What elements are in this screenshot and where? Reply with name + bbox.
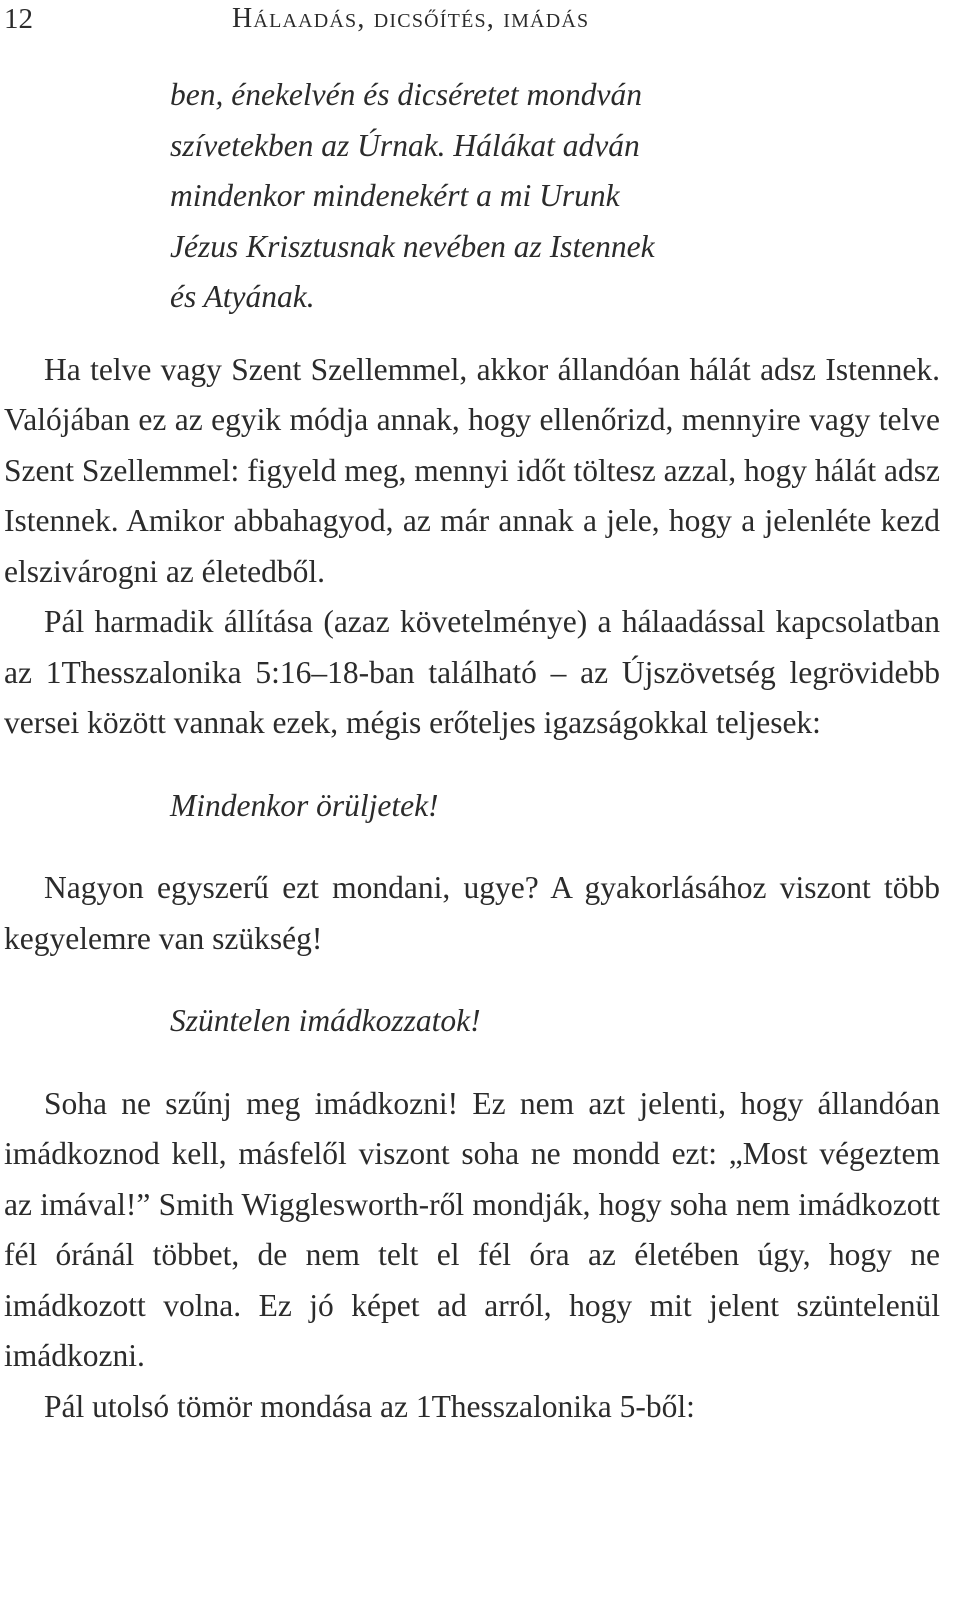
paragraph-paul-third-statement: Pál harmadik állítása (azaz követelménye) a hálaadással kapcsolatban az 1Thesszalonika 5:16–18-ban található – az Újszövetség legrövidebb versei között vannak ezek, mégis erőteljes igazságokkal teljesek: [4, 604, 940, 740]
page-header [4, 0, 944, 40]
paragraph-simple: Nagyon egyszerű ezt mondani, ugye? A gyakorlásához viszont több kegyelemre van szükség! [4, 870, 940, 956]
spacer [4, 964, 940, 996]
quote-line: ben, énekelvén és dicséretet mondván [170, 77, 642, 112]
scripture-quote [170, 70, 790, 323]
spacer [4, 1047, 940, 1079]
running-title: Hálaadás, dicsőítés, imádás [232, 3, 590, 34]
verse-rejoice: Mindenkor örüljetek! [170, 787, 439, 823]
page-number: 12 [4, 3, 33, 35]
paragraph-holy-spirit: Ha telve vagy Szent Szellemmel, akkor állandóan hálát adsz Istennek. Valójában ez az egyik módja annak, hogy ellenőrizd, mennyire vagy telve Szent Szellemmel: figyeld meg, mennyi időt töltesz azzal, hogy hálát adsz Istennek. Amikor abbahagyod, az már annak a jele, hogy a jelenléte kezd elszivárogni az életedből. [4, 351, 940, 589]
verse-pray: Szüntelen imádkozzatok! [170, 1003, 481, 1038]
paragraph-last-saying: Pál utolsó tömör mondása az 1Thesszalonika 5-ből: [44, 1388, 695, 1424]
quote-line: Jézus Krisztusnak nevében az Istennek [170, 228, 655, 264]
page-body [4, 70, 940, 1432]
spacer [4, 323, 940, 345]
spacer [4, 749, 940, 781]
quote-line: szívetekben az Úrnak. Hálákat adván [170, 127, 640, 163]
quote-line: mindenkor mindenekért a mi Urunk [170, 178, 620, 213]
spacer [4, 831, 940, 863]
paragraph-never-stop-praying: Soha ne szűnj meg imádkozni! Ez nem azt jelenti, hogy állandóan imádkoznod kell, másfelől viszont soha ne mondd ezt: „Most végeztem az imával!” Smith Wigglesworth-ről mondják, hogy soha nem imádkozott fél óránál többet, de nem telt el fél óra az életében úgy, hogy ne imádkozott volna. Ez jó képet ad arról, hogy mit jelent szüntelenül imádkozni. [4, 1085, 940, 1373]
quote-line: és Atyának. [170, 279, 315, 314]
